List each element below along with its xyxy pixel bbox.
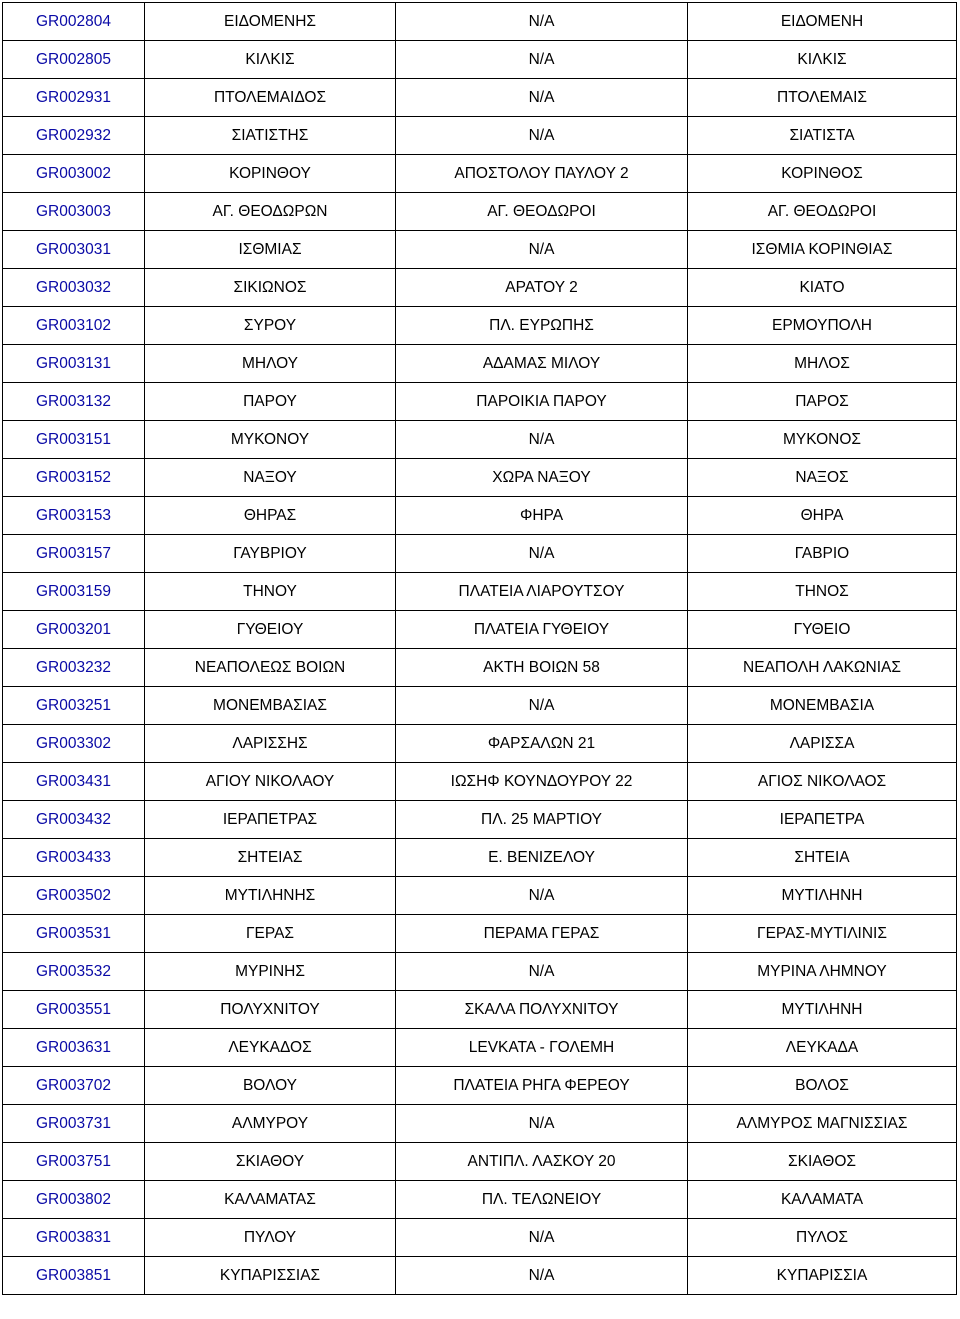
station-name-cell: ΑΓ. ΘΕΟΔΩΡΩΝ [145,193,396,231]
station-code-cell: GR003432 [3,801,145,839]
address-cell: ΑΚΤΗ ΒΟΙΩΝ 58 [396,649,688,687]
location-cell: ΓΑΒΡΙΟ [688,535,957,573]
table-row [3,1219,957,1257]
address-cell: N/A [396,535,688,573]
station-code-cell: GR003002 [3,155,145,193]
location-cell: ΕΙΔΟΜΕΝΗ [688,3,957,41]
table-row [3,193,957,231]
station-code-cell: GR003751 [3,1143,145,1181]
address-cell: N/A [396,953,688,991]
location-cell: ΜΥΚΟΝΟΣ [688,421,957,459]
table-row [3,79,957,117]
address-cell: ΦΗΡΑ [396,497,688,535]
station-name-cell: ΜΥΤΙΛΗΝΗΣ [145,877,396,915]
address-cell: ΠΛΑΤΕΙΑ ΛΙΑΡΟΥΤΣΟΥ [396,573,688,611]
table-row [3,117,957,155]
station-name-cell: ΛΕΥΚΑΔΟΣ [145,1029,396,1067]
address-cell: LEVKATA - ΓΟΛΕΜΗ [396,1029,688,1067]
station-name-cell: ΣΚΙΑΘΟΥ [145,1143,396,1181]
location-cell: ΜΗΛΟΣ [688,345,957,383]
address-cell: N/A [396,41,688,79]
address-cell: ΠΕΡΑΜΑ ΓΕΡΑΣ [396,915,688,953]
location-cell: ΒΟΛΟΣ [688,1067,957,1105]
station-name-cell: ΠΟΛΥΧΝΙΤΟΥ [145,991,396,1029]
location-cell: ΑΛΜΥΡΟΣ ΜΑΓΝΙΣΣΙΑΣ [688,1105,957,1143]
stations-table [2,2,957,1295]
address-cell: N/A [396,79,688,117]
location-cell: ΝΑΞΟΣ [688,459,957,497]
address-cell: ΦΑΡΣΑΛΩΝ 21 [396,725,688,763]
address-cell: ΧΩΡΑ ΝΑΞΟΥ [396,459,688,497]
table-row [3,383,957,421]
station-name-cell: ΒΟΛΟΥ [145,1067,396,1105]
location-cell: ΣΙΑΤΙΣΤΑ [688,117,957,155]
station-name-cell: ΝΕΑΠΟΛΕΩΣ ΒΟΙΩΝ [145,649,396,687]
station-code-cell: GR003551 [3,991,145,1029]
table-row [3,611,957,649]
station-code-cell: GR003531 [3,915,145,953]
station-code-cell: GR003502 [3,877,145,915]
station-code-cell: GR002804 [3,3,145,41]
location-cell: ΘΗΡΑ [688,497,957,535]
station-name-cell: ΜΗΛΟΥ [145,345,396,383]
station-code-cell: GR003157 [3,535,145,573]
station-code-cell: GR003431 [3,763,145,801]
table-row [3,421,957,459]
table-body [3,3,957,1295]
table-row [3,535,957,573]
station-name-cell: ΓΑΥΒΡΙΟΥ [145,535,396,573]
station-code-cell: GR003201 [3,611,145,649]
location-cell: ΜΥΡΙΝΑ ΛΗΜΝΟΥ [688,953,957,991]
station-code-cell: GR003032 [3,269,145,307]
location-cell: ΑΓΙΟΣ ΝΙΚΟΛΑΟΣ [688,763,957,801]
location-cell: ΕΡΜΟΥΠΟΛΗ [688,307,957,345]
station-name-cell: ΠΑΡΟΥ [145,383,396,421]
location-cell: ΜΥΤΙΛΗΝΗ [688,877,957,915]
station-name-cell: ΛΑΡΙΣΣΗΣ [145,725,396,763]
address-cell: N/A [396,231,688,269]
table-row [3,155,957,193]
station-name-cell: ΕΙΔΟΜΕΝΗΣ [145,3,396,41]
address-cell: ΑΓ. ΘΕΟΔΩΡΟΙ [396,193,688,231]
address-cell: N/A [396,1257,688,1295]
stations-table-container [2,2,957,1295]
address-cell: Ε. ΒΕΝΙΖΕΛΟΥ [396,839,688,877]
location-cell: ΣΚΙΑΘΟΣ [688,1143,957,1181]
station-name-cell: ΤΗΝΟΥ [145,573,396,611]
table-row [3,839,957,877]
location-cell: ΠΑΡΟΣ [688,383,957,421]
station-name-cell: ΣΥΡΟΥ [145,307,396,345]
station-name-cell: ΜΟΝΕΜΒΑΣΙΑΣ [145,687,396,725]
location-cell: ΚΟΡΙΝΘΟΣ [688,155,957,193]
station-name-cell: ΘΗΡΑΣ [145,497,396,535]
station-name-cell: ΣΙΑΤΙΣΤΗΣ [145,117,396,155]
location-cell: ΜΥΤΙΛΗΝΗ [688,991,957,1029]
station-name-cell: ΚΥΠΑΡΙΣΣΙΑΣ [145,1257,396,1295]
station-name-cell: ΙΣΘΜΙΑΣ [145,231,396,269]
location-cell: ΙΣΘΜΙΑ ΚΟΡΙΝΘΙΑΣ [688,231,957,269]
table-row [3,459,957,497]
address-cell: ΠΛΑΤΕΙΑ ΓΥΘΕΙΟΥ [396,611,688,649]
address-cell: ΣΚΑΛΑ ΠΟΛΥΧΝΙΤΟΥ [396,991,688,1029]
station-code-cell: GR003702 [3,1067,145,1105]
table-row [3,725,957,763]
location-cell: ΣΗΤΕΙΑ [688,839,957,877]
station-name-cell: ΜΥΚΟΝΟΥ [145,421,396,459]
location-cell: ΚΥΠΑΡΙΣΣΙΑ [688,1257,957,1295]
station-name-cell: ΓΕΡΑΣ [145,915,396,953]
station-code-cell: GR003132 [3,383,145,421]
address-cell: N/A [396,3,688,41]
station-code-cell: GR003831 [3,1219,145,1257]
location-cell: ΚΙΛΚΙΣ [688,41,957,79]
station-code-cell: GR003031 [3,231,145,269]
table-row [3,1257,957,1295]
table-row [3,231,957,269]
table-row [3,41,957,79]
station-code-cell: GR003532 [3,953,145,991]
location-cell: ΓΕΡΑΣ-ΜΥΤΙΛΙΝΙΣ [688,915,957,953]
table-row [3,497,957,535]
station-name-cell: ΠΤΟΛΕΜΑΙΔΟΣ [145,79,396,117]
table-row [3,1143,957,1181]
location-cell: ΓΥΘΕΙΟ [688,611,957,649]
station-code-cell: GR003851 [3,1257,145,1295]
table-row [3,1105,957,1143]
station-code-cell: GR003232 [3,649,145,687]
table-row [3,3,957,41]
station-code-cell: GR003102 [3,307,145,345]
location-cell: ΚΑΛΑΜΑΤΑ [688,1181,957,1219]
address-cell: ΑΡΑΤΟΥ 2 [396,269,688,307]
address-cell: ΠΛ. ΤΕΛΩΝΕΙΟΥ [396,1181,688,1219]
station-name-cell: ΚΟΡΙΝΘΟΥ [145,155,396,193]
location-cell: ΝΕΑΠΟΛΗ ΛΑΚΩΝΙΑΣ [688,649,957,687]
table-row [3,991,957,1029]
table-row [3,1181,957,1219]
location-cell: ΤΗΝΟΣ [688,573,957,611]
station-code-cell: GR003003 [3,193,145,231]
station-code-cell: GR003731 [3,1105,145,1143]
table-row [3,915,957,953]
table-row [3,269,957,307]
station-code-cell: GR003302 [3,725,145,763]
station-code-cell: GR002931 [3,79,145,117]
station-name-cell: ΑΛΜΥΡΟΥ [145,1105,396,1143]
table-row [3,307,957,345]
location-cell: ΠΥΛΟΣ [688,1219,957,1257]
station-code-cell: GR003251 [3,687,145,725]
address-cell: N/A [396,117,688,155]
table-row [3,953,957,991]
station-code-cell: GR003153 [3,497,145,535]
station-code-cell: GR003631 [3,1029,145,1067]
station-code-cell: GR003131 [3,345,145,383]
station-name-cell: ΜΥΡΙΝΗΣ [145,953,396,991]
table-row [3,573,957,611]
location-cell: ΚΙΑΤΟ [688,269,957,307]
address-cell: N/A [396,687,688,725]
location-cell: ΑΓ. ΘΕΟΔΩΡΟΙ [688,193,957,231]
address-cell: N/A [396,1105,688,1143]
station-name-cell: ΚΑΛΑΜΑΤΑΣ [145,1181,396,1219]
address-cell: ΑΔΑΜΑΣ ΜΙΛΟΥ [396,345,688,383]
address-cell: ΠΛΑΤΕΙΑ ΡΗΓΑ ΦΕΡΕΟΥ [396,1067,688,1105]
table-row [3,345,957,383]
station-name-cell: ΣΙΚΙΩΝΟΣ [145,269,396,307]
station-code-cell: GR002805 [3,41,145,79]
station-code-cell: GR003802 [3,1181,145,1219]
station-code-cell: GR003159 [3,573,145,611]
address-cell: ΙΩΣΗΦ ΚΟΥΝΔΟΥΡΟΥ 22 [396,763,688,801]
station-code-cell: GR003152 [3,459,145,497]
table-row [3,801,957,839]
table-row [3,1029,957,1067]
station-name-cell: ΑΓΙΟΥ ΝΙΚΟΛΑΟΥ [145,763,396,801]
station-code-cell: GR003433 [3,839,145,877]
table-row [3,687,957,725]
address-cell: ΠΛ. 25 ΜΑΡΤΙΟΥ [396,801,688,839]
station-name-cell: ΠΥΛΟΥ [145,1219,396,1257]
table-row [3,763,957,801]
location-cell: ΠΤΟΛΕΜΑΙΣ [688,79,957,117]
station-name-cell: ΚΙΛΚΙΣ [145,41,396,79]
table-row [3,649,957,687]
address-cell: ΠΑΡΟΙΚΙΑ ΠΑΡΟΥ [396,383,688,421]
location-cell: ΜΟΝΕΜΒΑΣΙΑ [688,687,957,725]
table-row [3,1067,957,1105]
address-cell: N/A [396,877,688,915]
address-cell: ΠΛ. ΕΥΡΩΠΗΣ [396,307,688,345]
station-name-cell: ΙΕΡΑΠΕΤΡΑΣ [145,801,396,839]
station-code-cell: GR002932 [3,117,145,155]
location-cell: ΛΑΡΙΣΣΑ [688,725,957,763]
address-cell: ΑΝΤΙΠΛ. ΛΑΣΚΟΥ 20 [396,1143,688,1181]
address-cell: ΑΠΟΣΤΟΛΟΥ ΠΑΥΛΟΥ 2 [396,155,688,193]
address-cell: N/A [396,421,688,459]
station-name-cell: ΝΑΞΟΥ [145,459,396,497]
station-code-cell: GR003151 [3,421,145,459]
location-cell: ΛΕΥΚΑΔΑ [688,1029,957,1067]
station-name-cell: ΓΥΘΕΙΟΥ [145,611,396,649]
address-cell: N/A [396,1219,688,1257]
location-cell: ΙΕΡΑΠΕΤΡΑ [688,801,957,839]
station-name-cell: ΣΗΤΕΙΑΣ [145,839,396,877]
table-row [3,877,957,915]
